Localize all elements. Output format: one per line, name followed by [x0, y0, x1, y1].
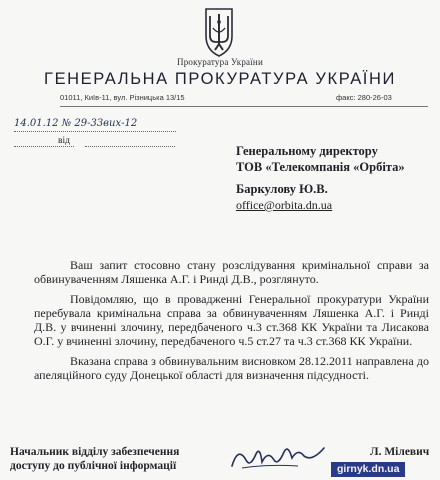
signer-name: Л. Мілевич	[370, 446, 430, 458]
trident-emblem-icon	[203, 6, 235, 58]
registration-underline	[14, 146, 74, 147]
addressee-company: ТОВ «Телекомпанія «Орбіта»	[236, 160, 405, 174]
handwritten-signature	[228, 440, 328, 474]
body-paragraph: Вказана справа з обвинувальним висновком 28.12.2011 направлена до апеляційного суду Донецької області для визначення підсудності.	[34, 354, 429, 382]
org-address: 01011, Київ-11, вул. Різницька 13/15	[60, 93, 185, 102]
addressee-name: Баркулову Ю.В.	[236, 182, 328, 196]
registration-number: 14.01.12 № 29-33вих-12	[14, 118, 138, 129]
registration-underline	[85, 146, 175, 147]
addressee-position: Генеральному директору	[236, 144, 378, 158]
body-paragraph: Ваш запит стосовно стану розслідування кримінальної справи за обвинуваченням Ляшенка А.Г. і Ринді Д.В., розглянуто.	[34, 258, 429, 286]
body-paragraph: Повідомляю, що в провадженні Генеральної прокуратури України перебувала кримінальна справа за обвинуваченням Ляшенка А.Г. і Ринді Д.В. у вчиненні злочину, передбаченого ч.3 ст.368 КК України та Лисакова О.Г. у вчиненні злочину, передбаченого ч.5 ст.27 та ч.3 ст.368 КК України.	[34, 292, 429, 348]
addressee-email: office@orbita.dn.ua	[236, 198, 333, 212]
registration-underline	[14, 131, 176, 132]
org-subtitle: Прокуратура України	[177, 57, 263, 67]
site-watermark: girnyk.dn.ua	[331, 462, 405, 477]
signer-title-line1: Начальник відділу забезпечення	[10, 446, 180, 458]
registration-from-label: від	[58, 136, 70, 146]
header-divider	[60, 106, 428, 107]
org-fax: факс: 280-26-03	[336, 93, 392, 102]
org-title: ГЕНЕРАЛЬНА ПРОКУРАТУРА УКРАЇНИ	[44, 70, 396, 88]
signer-title-line2: доступу до публічної інформації	[10, 460, 177, 472]
